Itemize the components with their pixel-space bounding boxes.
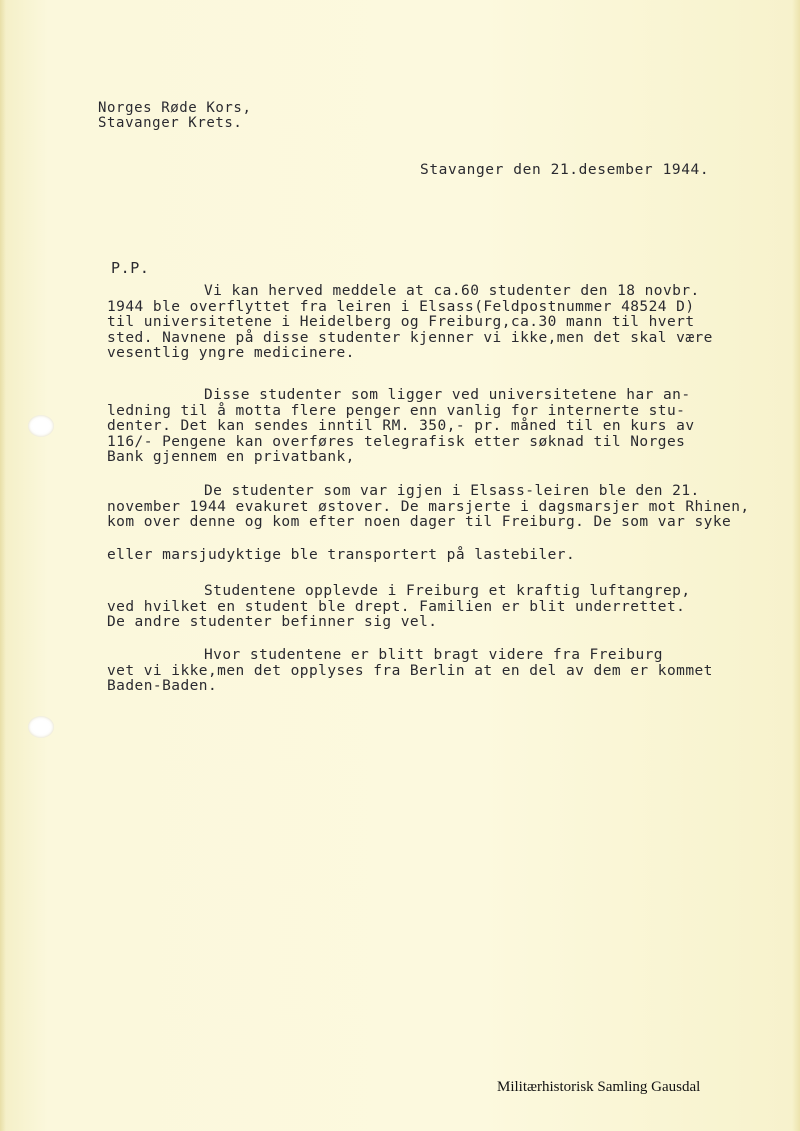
paragraph-line: De studenter som var igjen i Elsass-leiren ble den 21. (204, 483, 700, 499)
paragraph-line: ved hvilket en student ble drept. Familien er blit underrettet. (107, 598, 686, 615)
paragraph-line: november 1944 evakuret østover. De marsjerte i dagsmarsjer mot Rhinen, (107, 498, 750, 515)
archive-credit: Militærhistorisk Samling Gausdal (497, 1079, 701, 1095)
punch-hole-upper (28, 415, 54, 437)
paragraph-evacuation (107, 484, 750, 531)
paragraph-line: Studentene opplevde i Freiburg et kraftig luftangrep, (204, 583, 691, 599)
punch-hole-lower (28, 716, 54, 738)
paragraph-line: denter. Det kan sendes inntil RM. 350,- pr. måned til en kurs av (107, 418, 695, 434)
paragraph-line: sted. Navnene på disse studenter kjenner vi ikke,men det skal være (107, 329, 713, 346)
paragraph-line: vesentlig yngre medicinere. (107, 345, 355, 361)
sender-address (98, 101, 252, 131)
paragraph-line: Vi kan herved meddele at ca.60 studenter den 18 novbr. (204, 283, 700, 299)
salutation: P.P. (111, 259, 150, 277)
paragraph-line: eller marsjudyktige ble transportert på lastebiler. (107, 547, 576, 563)
paragraph-line: 116/- Pengene kan overføres telegrafisk etter søknad til Norges (107, 433, 686, 450)
paragraph-whereabouts (107, 648, 713, 695)
paragraph-transfer (107, 284, 713, 362)
paragraph-line: vet vi ikke,men det opplyses fra Berlin at en del av dem er kommet (107, 662, 713, 679)
paper-right-edge (792, 0, 800, 1131)
paragraph-line: De andre studenter befinner sig vel. (107, 614, 438, 630)
letter-date: Stavanger den 21.desember 1944. (420, 162, 710, 178)
paragraph-line: Baden-Baden. (107, 678, 218, 694)
paragraph-line: Disse studenter som ligger ved universitetene har an- (204, 387, 691, 403)
paragraph-air-raid (107, 584, 691, 631)
sender-line-branch: Stavanger Krets. (98, 115, 243, 131)
paragraph-money (107, 388, 695, 466)
paper-left-edge (0, 0, 6, 1131)
paragraph-line: kom over denne og kom efter noen dager til Freiburg. De som var syke (107, 514, 732, 530)
paragraph-line: Hvor studentene er blitt bragt videre fra Freiburg (204, 647, 663, 663)
paragraph-line: til universitetene i Heidelberg og Freiburg,ca.30 mann til hvert (107, 314, 695, 330)
sender-line-organization: Norges Røde Kors, (98, 100, 252, 116)
paragraph-line: 1944 ble overflyttet fra leiren i Elsass(Feldpostnummer 48524 D) (107, 298, 695, 315)
paragraph-line: ledning til å motta flere penger enn vanlig for internerte stu- (107, 402, 686, 419)
paragraph-transport (107, 548, 575, 564)
paragraph-line: Bank gjennem en privatbank, (107, 449, 355, 465)
